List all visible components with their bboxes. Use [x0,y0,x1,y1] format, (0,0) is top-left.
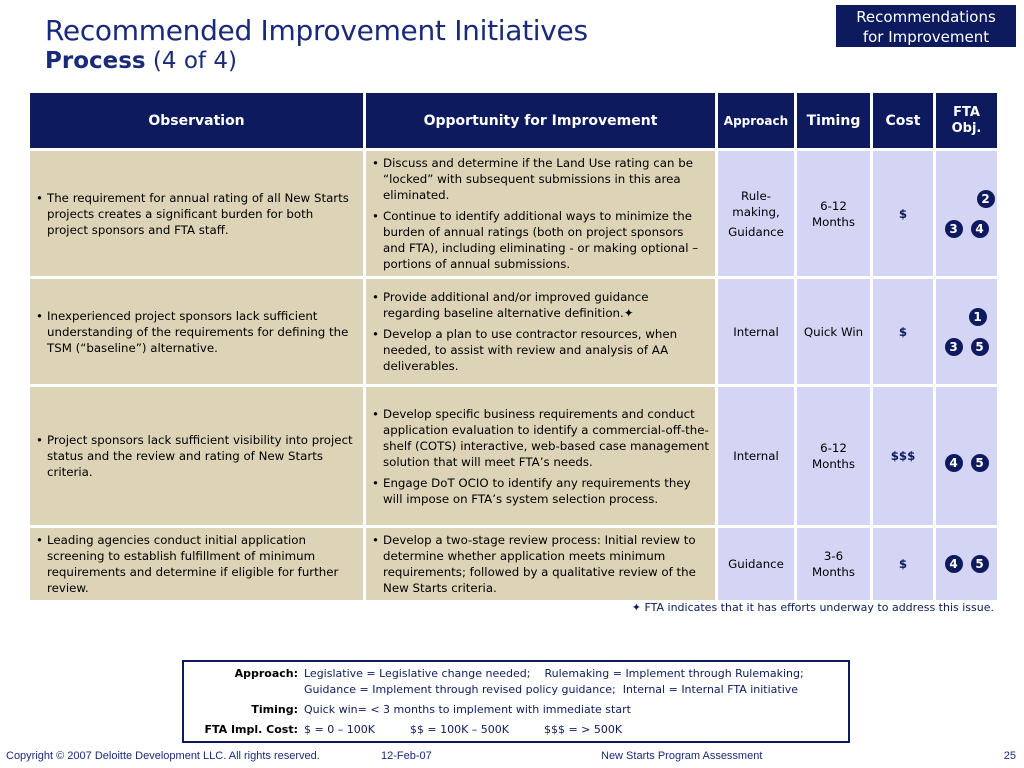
col-header-observation: Observation [29,92,365,150]
opportunity-cell [365,386,717,527]
legend-row-cost [192,722,840,742]
timing-cell: Quick Win [796,278,872,386]
initiatives-table [27,90,1000,603]
table-row [29,386,999,527]
col-header-fta-obj [935,92,999,150]
objective-number-icon: 2 [977,190,995,208]
objective-number-icon: 4 [945,454,963,472]
objective-row [974,190,997,208]
opportunity-item: • Provide additional and/or improved guidance regarding baseline alternative definition.✦ [370,289,709,321]
observation-text: • The requirement for annual rating of all New Starts projects creates a significant burden for both project sponsors and FTA staff. [34,190,357,238]
col-header-timing: Timing [796,92,872,150]
opportunity-item: • Develop a two-stage review process: Initial review to determine whether application meets minimum requirements; followed by a qualitative review of the New Starts criteria. [370,532,709,596]
footer-page-number: 25 [1003,750,1016,762]
approach-text: Rule-making, [732,188,780,219]
opportunity-item: • Develop a plan to use contractor resources, when needed, to assist with review and analysis of AA deliverables. [370,326,709,374]
observation-cell [29,386,365,527]
timing-cell: 6-12 Months [796,150,872,278]
approach-text-2: Guidance [728,224,784,239]
objective-number-icon: 4 [971,220,989,238]
cost-cell: $ [872,150,935,278]
star-icon: ✦ [631,601,641,614]
legend-value [304,666,840,702]
cost-cell: $$$ [872,386,935,527]
footer-program: New Starts Program Assessment [601,750,763,762]
objective-number-icon: 1 [969,308,987,326]
opportunity-cell [365,527,717,602]
fta-objective-cell [935,386,999,527]
legend-approach-line2: Guidance = Implement through revised policy guidance; Internal = Internal FTA initiative [304,683,799,696]
timing-cell: 3-6 Months [796,527,872,602]
page-title: Recommended Improvement Initiatives [45,14,588,47]
table-row [29,150,999,278]
fta-objective-cell [935,278,999,386]
approach-cell: Internal [717,386,796,527]
legend-table [192,666,840,742]
objective-row [936,454,997,472]
objective-number-icon: 5 [971,338,989,356]
fta-objective-cell [935,150,999,278]
footnote [632,601,994,614]
opportunity-item: • Continue to identify additional ways to minimize the burden of annual ratings (both on project sponsors and FTA), including eliminating - or making optional – portions of annual submissions. [370,208,709,272]
opportunity-cell [365,150,717,278]
objective-number-icon: 5 [971,454,989,472]
footer-copyright: Copyright © 2007 Deloitte Development LLC. All rights reserved. [6,750,320,762]
badge-line1: Recommendations [856,8,996,26]
observation-cell [29,527,365,602]
legend-row-timing [192,702,840,722]
subtitle-rest: (4 of 4) [145,48,237,74]
opportunity-item: • Develop specific business requirements and conduct application evaluation to identify a commercial-off-the-shelf (COTS) interactive, web-based case management solution that will meet FTA’s needs. [370,406,709,470]
observation-cell [29,278,365,386]
objective-row [936,338,997,356]
legend-approach-line1: Legislative = Legislative change needed; Rulemaking = Implement through Rulemaking; [304,667,804,680]
opportunity-cell [365,278,717,386]
objective-row [936,220,997,238]
page-footer [0,746,1024,768]
objective-number-icon: 4 [945,555,963,573]
col-header-cost: Cost [872,92,935,150]
observation-text: • Project sponsors lack sufficient visibility into project status and the review and rating of New Starts criteria. [34,432,357,480]
objective-number-icon: 3 [945,220,963,238]
legend-box [182,660,850,743]
legend-row-approach [192,666,840,702]
col-header-opportunity: Opportunity for Improvement [365,92,717,150]
legend-label: FTA Impl. Cost: [204,723,298,736]
table-row [29,527,999,602]
footnote-text: FTA indicates that it has efforts underway to address this issue. [641,601,994,614]
badge-line2: for Improvement [862,28,990,46]
cost-cell: $ [872,527,935,602]
footer-date: 12-Feb-07 [381,750,432,762]
objective-row [958,308,997,326]
observation-cell [29,150,365,278]
objective-number-icon: 5 [971,555,989,573]
legend-value: $ = 0 – 100K $$ = 100K – 500K $$$ = > 500K [304,723,623,736]
table-header-row [29,92,999,150]
col-header-approach: Approach [717,92,796,150]
legend-value: Quick win= < 3 months to implement with immediate start [304,703,631,716]
subtitle-bold: Process [45,48,146,74]
approach-cell: Guidance [717,527,796,602]
opportunity-item: • Engage DoT OCIO to identify any requirements they will impose on FTA’s system selection process. [370,475,709,507]
approach-cell: Internal [717,278,796,386]
col-header-obj: Obj. [951,120,982,136]
section-badge [836,5,1016,47]
col-header-fta: FTA [953,104,980,120]
approach-cell [717,150,796,278]
page-subtitle [45,48,237,74]
fta-objective-cell [935,527,999,602]
objective-number-icon: 3 [945,338,963,356]
cost-cell: $ [872,278,935,386]
legend-label: Approach: [234,667,298,680]
opportunity-item: • Discuss and determine if the Land Use rating can be “locked” with subsequent submissions in this area eliminated. [370,155,709,203]
table-row [29,278,999,386]
timing-cell: 6-12 Months [796,386,872,527]
legend-label: Timing: [251,703,298,716]
observation-text: • Inexperienced project sponsors lack sufficient understanding of the requirements for defining the TSM (“baseline”) alternative. [34,308,357,356]
observation-text: • Leading agencies conduct initial application screening to establish fulfillment of minimum requirements and determine if eligible for further review. [34,532,357,596]
objective-row [936,555,997,573]
